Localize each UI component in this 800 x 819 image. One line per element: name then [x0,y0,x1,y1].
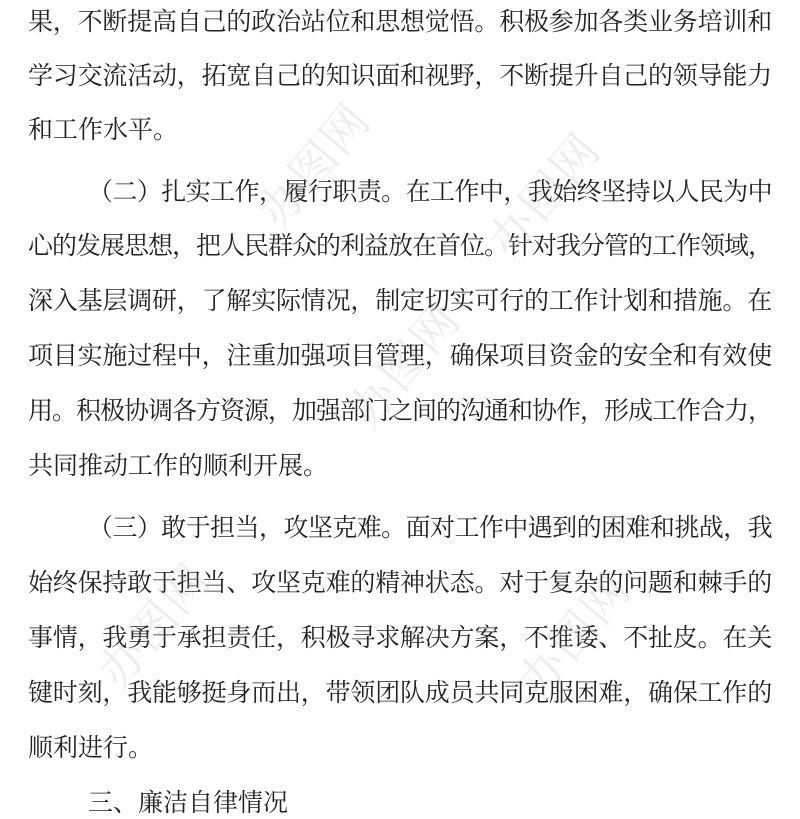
text-line: 学习交流活动，拓宽自己的知识面和视野，不断提升自己的领导能力 [28,61,773,90]
watermark: 办图网 [477,122,612,268]
watermark: 办图网 [247,92,382,238]
text-line: 深入基层调研，了解实际情况，制定切实可行的工作计划和措施。在 [28,286,773,315]
paragraph-heading-line: （三）敢于担当，攻坚克难。面对工作中遇到的困难和挑战，我 [88,513,773,542]
text-line: 事情，我勇于承担责任，积极寻求解决方案，不推诿、不扯皮。在关 [28,623,773,652]
text-line: 心的发展思想，把人民群众的利益放在首位。针对我分管的工作领域， [28,231,773,260]
text-line: 和工作水平。 [28,115,179,144]
paragraph-heading-line: （二）扎实工作，履行职责。在工作中，我始终坚持以人民为中 [88,177,773,206]
text-line: 顺利进行。 [28,733,154,762]
text-line: 共同推动工作的顺利开展。 [28,451,329,480]
text-line: 果，不断提高自己的政治站位和思想觉悟。积极参加各类业务培训和 [28,7,773,36]
text-line: 项目实施过程中，注重加强项目管理，确保项目资金的安全和有效使 [28,341,773,370]
section-heading-line: 三、廉洁自律情况 [88,788,289,817]
watermark: 办图网 [337,292,472,438]
text-line: 始终保持敢于担当、攻坚克难的精神状态。对于复杂的问题和棘手的 [28,568,773,597]
text-line: 用。积极协调各方资源，加强部门之间的沟通和协作，形成工作合力， [28,396,773,425]
watermark: 办图网 [507,562,642,708]
text-line: 键时刻，我能够挺身而出，带领团队成员共同克服困难，确保工作的 [28,678,773,707]
watermark: 办图网 [87,552,222,698]
